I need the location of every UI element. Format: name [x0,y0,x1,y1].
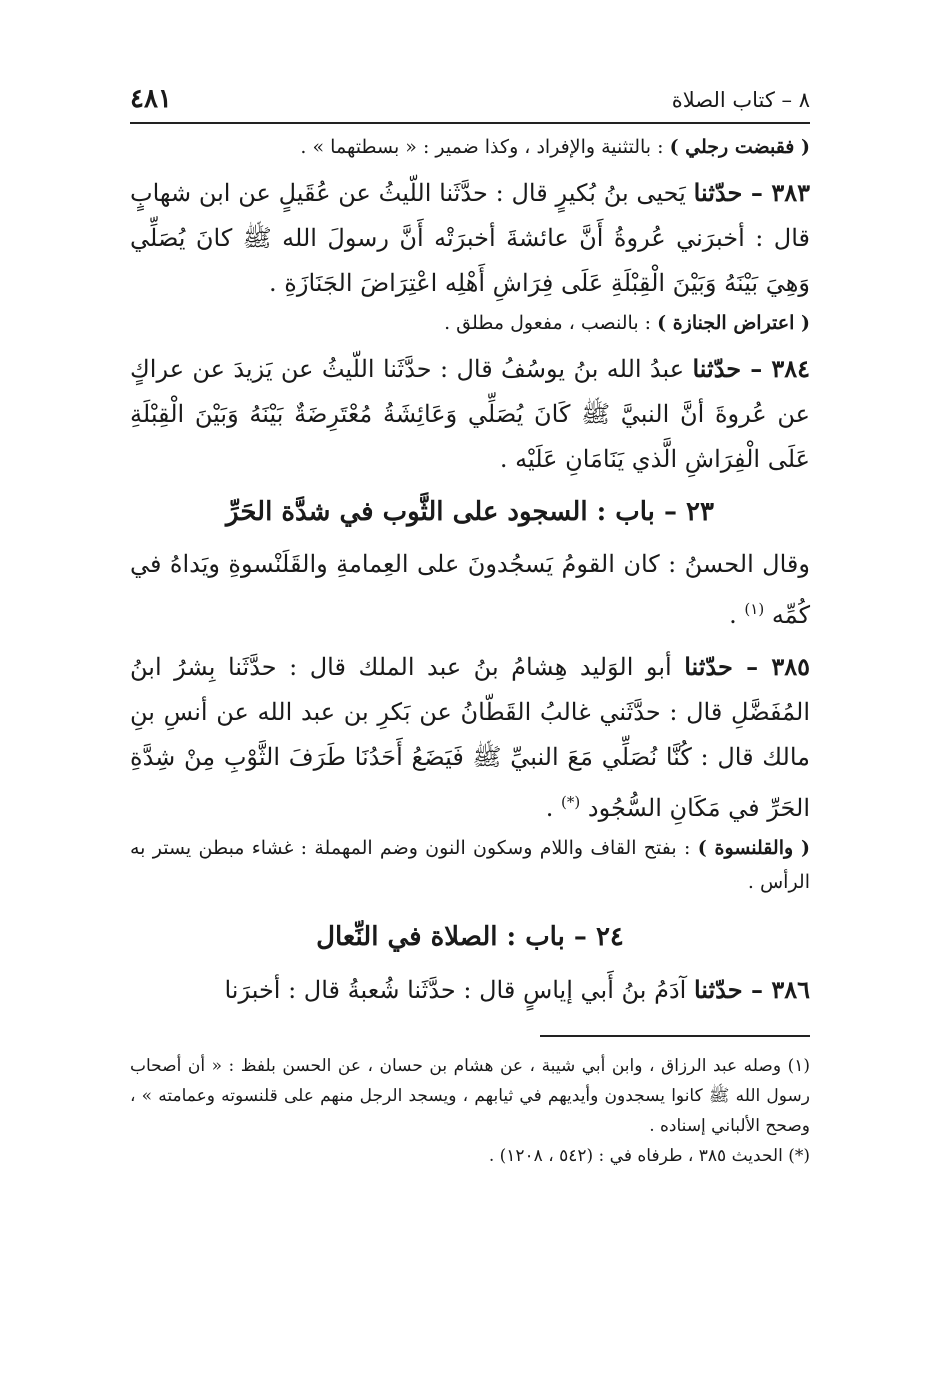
page-header [130,80,810,124]
footnote-1: (١) وصله عبد الرزاق ، وابن أبي شيبة ، عن هشام بن حسان ، عن الحسن بلفظ : « أن أصحاب رسول الله ﷺ كانوا يسجدون وأيديهم في ثيابهم ، ويسجد الرجل منهم على قلنسوته وعمامته » ، وصحح الألباني إسناده . [130,1056,810,1136]
hadith-number: ٣٨٦ – حدّثنا [693,975,810,1004]
footnote-marker[interactable]: (١) [744,600,765,618]
footnotes [130,1051,810,1171]
hadith-number: ٣٨٥ – حدّثنا [684,652,810,681]
hadith-385 [130,644,810,831]
footnote-marker[interactable]: (*) [561,793,581,811]
hadith-text: أبو الوَليد هِشامُ بنُ عبد الملك قال : حدَّثَنا بِشرُ ابنُ المُفَضَّلِ قال : حدَّثَني غالبُ القَطّانُ عن بَكرِ بن عبد الله عن أنسِ بنِ مالك قال : كُنَّا نُصَلِّي مَعَ النبيِّ ﷺ فَيَضَعُ أَحَدُنَا طَرَفَ الثَّوْبِ مِنْ شِدَّةِ الحَرِّ في مَكَانِ السُّجُود [130,653,810,822]
hadith-end: . [545,794,562,822]
footnote-divider [540,1035,810,1037]
hadith-384 [130,346,810,482]
hadith-text: عبدُ الله بنُ يوسُفُ قال : حدَّثَنا اللّيثُ عن يَزيدَ عن عراكٍ عن عُروةَ أنَّ النبيَّ ﷺ كَانَ يُصَلِّي وَعَائِشَةُ مُعْتَرِضَةٌ بَيْنَهُ وَبَيْنَ الْقِبْلَةِ عَلَى الْفِرَاشِ الَّذي يَنَامَانِ عَلَيْه . [130,355,810,473]
footnote-star: (*) الحديث ٣٨٥ ، طرفاه في : (٥٤٢ ، ١٢٠٨) . [488,1146,810,1166]
note-keyword: ( اعتراض الجنازة ) [657,312,810,334]
chapter-heading-23: ٢٣ – باب : السجود على الثَّوب في شدَّة الحَرِّ [226,497,714,527]
note-text: : بالنصب ، مفعول مطلق . [444,312,658,334]
note-text: : بفتح القاف واللام وسكون النون وضم المهملة : غشاء مبطن يستر به الرأس . [130,837,810,893]
explanatory-note [130,831,810,899]
hadith-number: ٣٨٣ – حدّثنا [693,178,810,207]
chapter-heading-24: ٢٤ – باب : الصلاة في النِّعال [316,922,624,952]
statement-end: . [729,601,745,629]
statement-text: وقال الحسنُ : كان القومُ يَسجُدونَ على العِمامةِ والقَلَنْسوةِ ويَداهُ في كُمِّه [130,550,810,629]
hadith-383 [130,170,810,306]
note-keyword: ( والقلنسوة ) [697,837,811,859]
note-keyword: ( فقبضت رجلي ) [669,136,810,158]
chapter-title: ٨ – كتاب الصلاة [671,88,810,112]
hadith-text: آدَمُ بنُ أَبي إياسٍ قال : حدَّثَنا شُعبةُ قال : أخبرَنا [224,976,694,1004]
hadith-text: يَحيى بنُ بُكيرٍ قال : حدَّثَنا اللّيثُ عن عُقَيلٍ عن ابن شهابٍ قال : أخبرَني عُروةُ أَنَّ عائشةَ أخبرَتْه أَنَّ رسولَ الله ﷺ كانَ يُصَلِّي وَهِيَ بَيْنَهُ وَبَيْنَ الْقِبْلَةِ عَلَى فِرَاشِ أَهْلِه اعْتِرَاضَ الجَنَازَةِ . [130,179,810,297]
explanatory-note [130,306,810,340]
explanatory-note [130,130,810,164]
hadith-number: ٣٨٤ – حدّثنا [692,354,810,383]
book-page [130,80,810,1171]
hadith-386 [130,967,810,1013]
page-number: ٤٨١ [130,84,172,114]
note-text: : بالتثنية والإفراد ، وكذا ضمير : « بسطتهما » . [300,136,670,158]
hasan-statement [130,542,810,638]
